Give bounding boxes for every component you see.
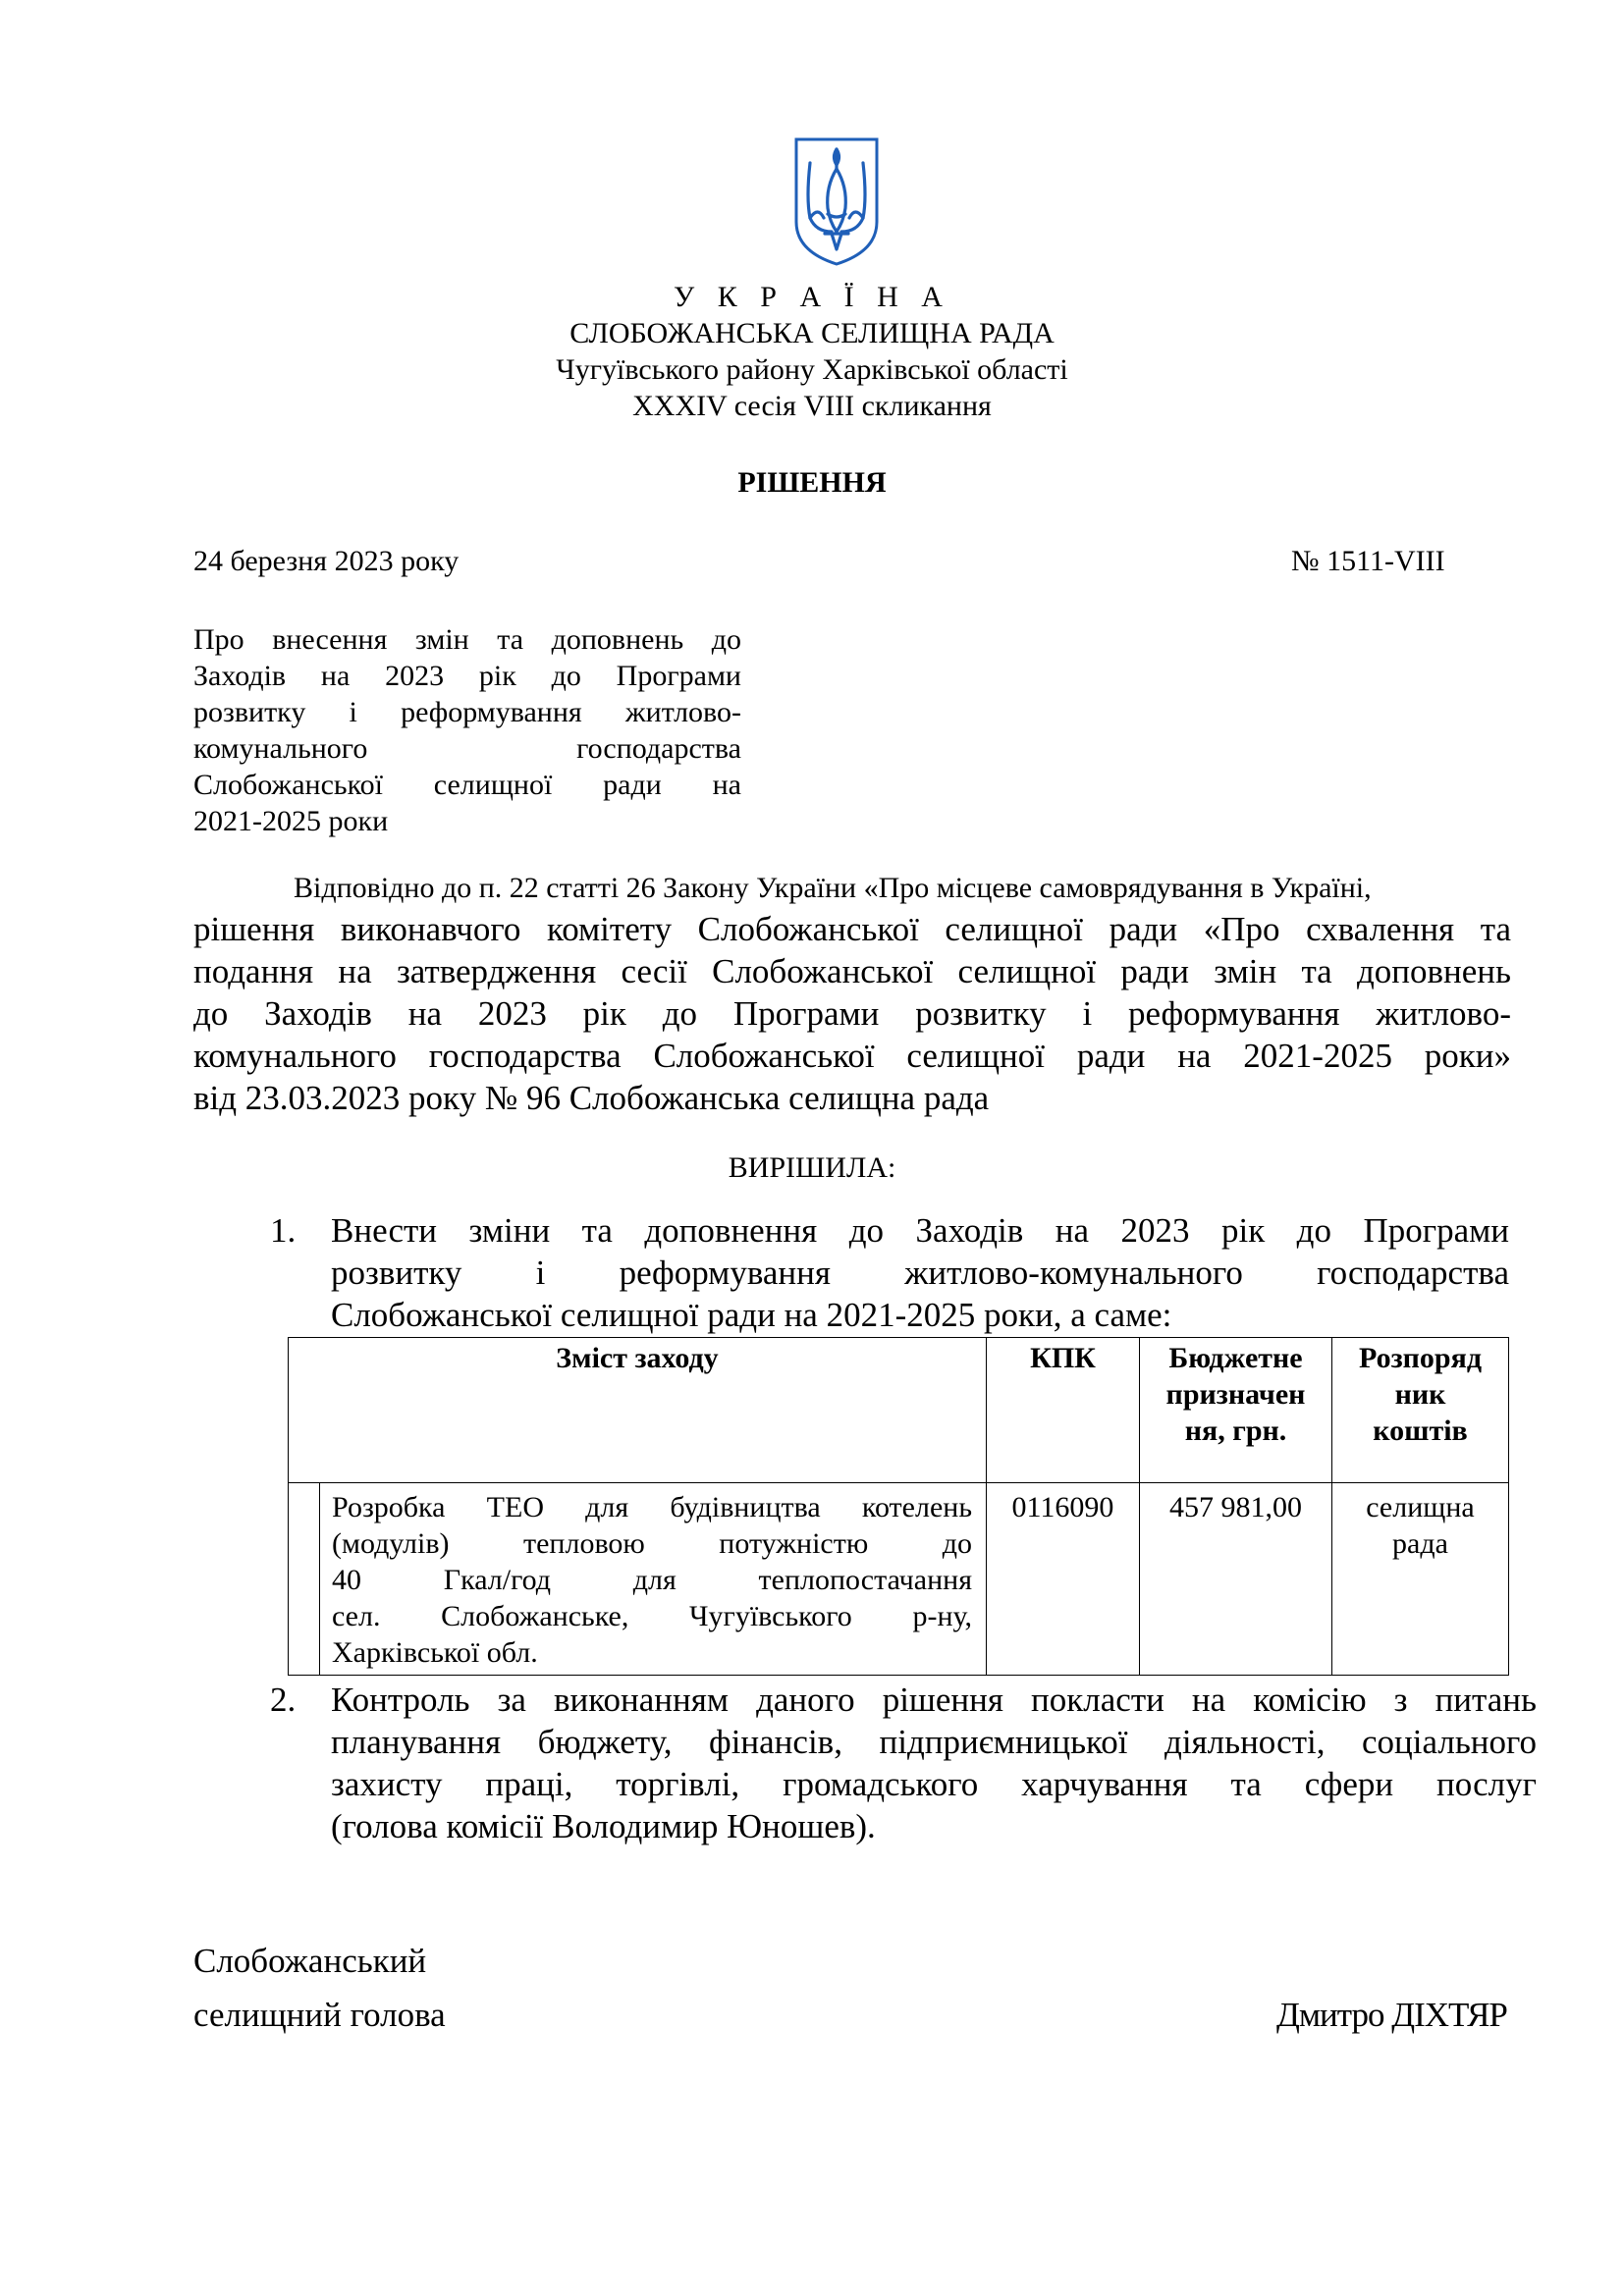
row-manager — [1332, 1483, 1509, 1676]
council-name: СЛОБОЖАНСЬКА СЕЛИЩНА РАДА — [569, 317, 1055, 349]
preamble-line: подання на затвердження сесії Слобожанської селищної ради змін та доповнень — [193, 952, 1511, 990]
document-header — [0, 279, 1624, 424]
header-kpk: КПК — [987, 1338, 1140, 1483]
decision-date: 24 березня 2023 року — [193, 545, 460, 577]
header-manager — [1332, 1338, 1509, 1483]
item-line: розвитку і реформування житлово-комунального господарства — [331, 1254, 1509, 1292]
signatory-name: Дмитро ДІХТЯР — [1276, 1996, 1507, 2034]
preamble — [193, 908, 1511, 1119]
header-budget-line: Бюджетне — [1168, 1342, 1303, 1374]
header-budget-line: призначен — [1165, 1378, 1306, 1411]
item-line: захисту праці, торгівлі, громадського харчування та сфери послуг — [331, 1765, 1537, 1803]
content-line: (модулів) тепловою потужністю до — [332, 1527, 972, 1560]
coat-of-arms-icon — [792, 135, 881, 268]
header-budget — [1140, 1338, 1332, 1483]
content-line: 40 Гкал/год для теплопостачання — [332, 1564, 972, 1596]
decision-subject — [193, 621, 741, 839]
row-spacer — [289, 1483, 320, 1676]
header-manager-line: коштів — [1373, 1415, 1468, 1447]
preamble-line: комунального господарства Слобожанської селищної ради на 2021-2025 роки» — [193, 1037, 1511, 1075]
preamble-line: від 23.03.2023 року № 96 Слобожанська селищна рада — [193, 1079, 990, 1117]
header-manager-line: Розпоряд — [1358, 1342, 1482, 1374]
header-content: Зміст заходу — [289, 1338, 987, 1483]
subject-line: Про внесення змін та доповнень до — [193, 623, 741, 656]
item-line: Внести зміни та доповнення до Заходів на 2023 рік до Програми — [331, 1211, 1509, 1250]
content-line: Харківської обл. — [332, 1636, 538, 1669]
signature-title-line: Слобожанський — [193, 1942, 427, 1980]
item-line: планування бюджету, фінансів, підприємницької діяльності, соціального — [331, 1723, 1537, 1761]
header-budget-line: ня, грн. — [1184, 1415, 1287, 1447]
subject-line: Заходів на 2023 рік до Програми — [193, 660, 741, 692]
item-number: 2. — [270, 1681, 297, 1719]
row-kpk: 0116090 — [987, 1483, 1140, 1676]
signature-title-line: селищний голова — [193, 1996, 446, 2034]
item-number: 1. — [270, 1211, 297, 1250]
item-line: Слобожанської селищної ради на 2021-2025 роки, а саме: — [331, 1296, 1172, 1334]
manager-line: селищна — [1366, 1491, 1475, 1523]
item-line: Контроль за виконанням даного рішення покласти на комісію з питань — [331, 1681, 1537, 1719]
subject-line: Слобожанської селищної ради на — [193, 769, 741, 801]
row-content — [320, 1483, 987, 1676]
measures-table — [288, 1337, 1509, 1676]
preamble-line: до Заходів на 2023 рік до Програми розвитку і реформування житлово- — [193, 994, 1511, 1033]
item-line: (голова комісії Володимир Юношев). — [331, 1807, 876, 1845]
document-type: РІШЕННЯ — [737, 466, 887, 499]
subject-line: 2021-2025 роки — [193, 805, 389, 837]
row-budget: 457 981,00 — [1140, 1483, 1332, 1676]
manager-line: рада — [1392, 1527, 1448, 1560]
decision-number: № 1511-VIII — [1291, 545, 1445, 577]
content-line: сел. Слобожанське, Чугуївського р-ну, — [332, 1600, 972, 1632]
subject-line: комунального господарства — [193, 732, 741, 765]
region-name: Чугуївського району Харківської області — [556, 353, 1068, 386]
subject-line: розвитку і реформування житлово- — [193, 696, 741, 728]
country-name: У К Р А Ї Н А — [674, 281, 950, 313]
table-header-row — [289, 1338, 1509, 1483]
preamble-line: рішення виконавчого комітету Слобожанської селищної ради «Про схвалення та — [193, 910, 1511, 948]
header-manager-line: ник — [1394, 1378, 1446, 1411]
content-line: Розробка ТЕО для будівництва котелень — [332, 1491, 972, 1523]
decided-heading: ВИРІШИЛА: — [728, 1151, 896, 1184]
session-name: XXXIV сесія VIII скликання — [632, 390, 992, 422]
preamble-first-line: Відповідно до п. 22 статті 26 Закону України «Про місцеве самоврядування в Україні, — [294, 872, 1372, 904]
table-row — [289, 1483, 1509, 1676]
